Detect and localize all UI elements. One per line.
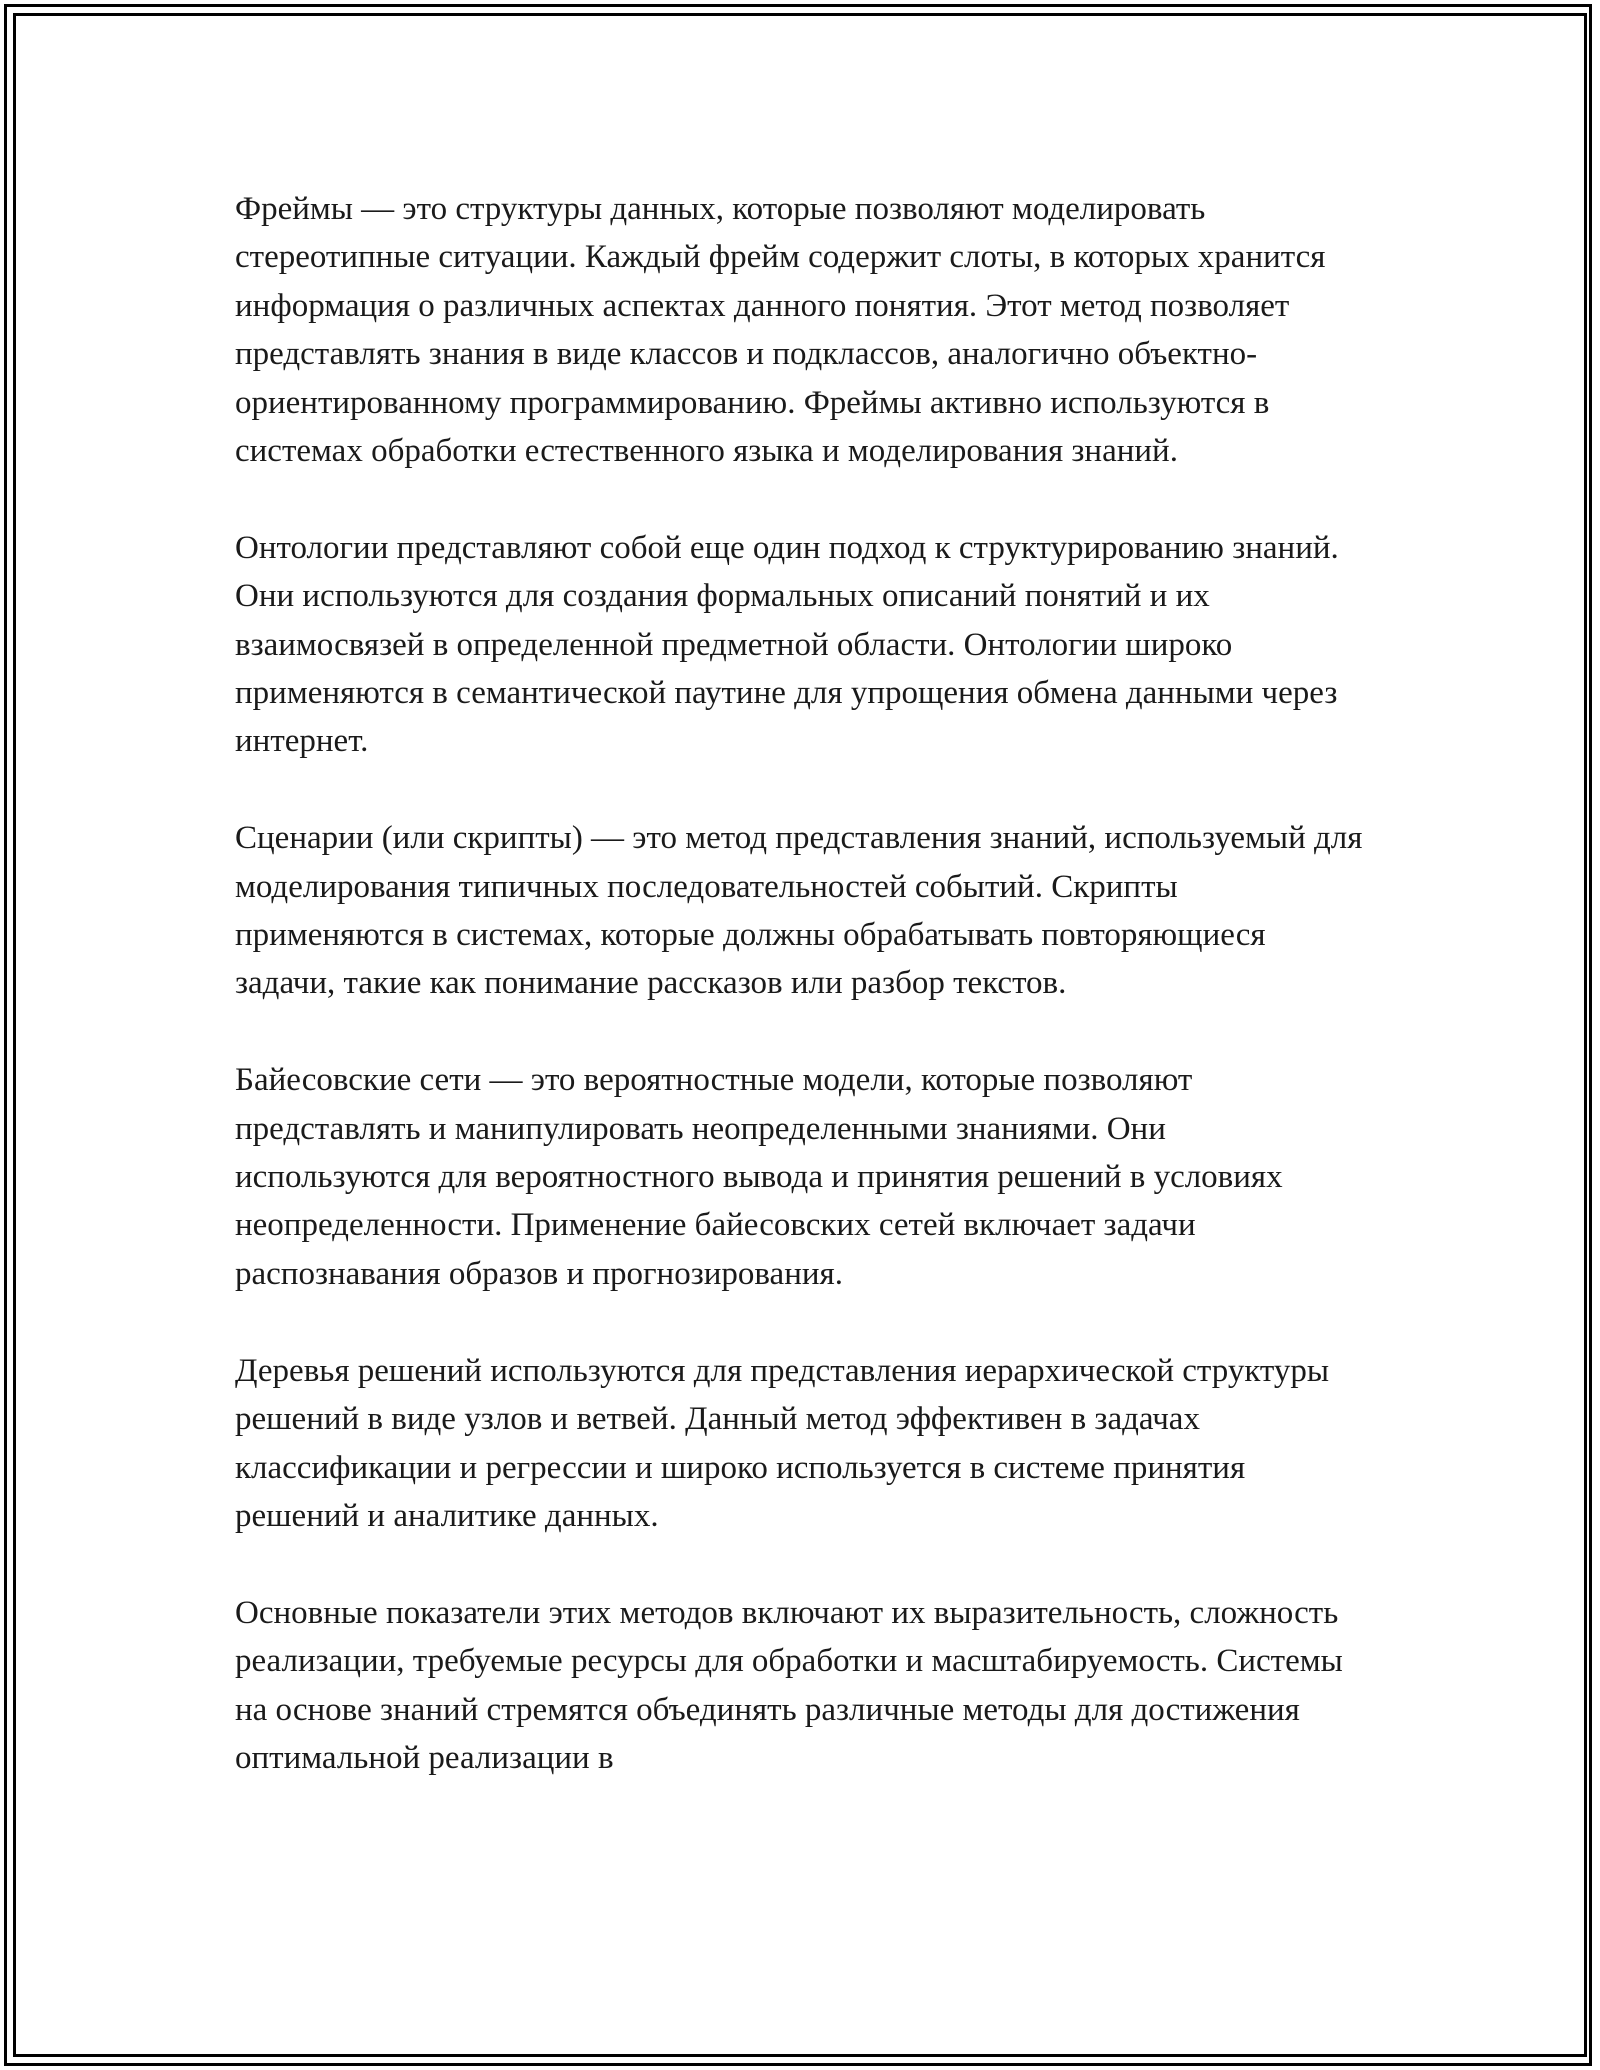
paragraph-frames: Фреймы — это структуры данных, которые позволяют моделировать стереотипные ситуации. Каждый фрейм содержит слоты, в которых хранится информация о различных аспектах данного понятия. Этот метод позволяет представлять знания в виде классов и подклассов, аналогично объектно-ориентированному программированию. Фреймы активно используются в системах обработки естественного языка и моделирования знаний. <box>235 191 1326 470</box>
paragraph-bayesian-networks: Байесовские сети — это вероятностные модели, которые позволяют представлять и манипулировать неопределенными знаниями. Они используются для вероятностного вывода и принятия решений в условиях неопределенности. Применение байесовских сетей включает задачи распознавания образов и прогнозирования. <box>235 1062 1283 1292</box>
paragraph-metrics: Основные показатели этих методов включают их выразительность, сложность реализации, требуемые ресурсы для обработки и масштабируемость. Системы на основе знаний стремятся объединять различные методы для достижения оптимальной реализации в <box>235 1594 1343 1776</box>
document-body <box>235 185 1365 1831</box>
paragraph-decision-trees: Деревья решений используются для представления иерархической структуры решений в виде узлов и ветвей. Данный метод эффективен в задачах классификации и регрессии и широко используется в системе принятия решений и аналитике данных. <box>235 1352 1330 1534</box>
paragraph-scripts: Сценарии (или скрипты) — это метод представления знаний, используемый для моделирования типичных последовательностей событий. Скрипты применяются в системах, которые должны обрабатывать повторяющиеся задачи, такие как понимание рассказов или разбор текстов. <box>235 820 1363 1002</box>
paragraph-ontologies: Онтологии представляют собой еще один подход к структурированию знаний. Они используются для создания формальных описаний понятий и их взаимосвязей в определенной предметной области. Онтологии широко применяются в семантической паутине для упрощения обмена данными через интернет. <box>235 529 1339 760</box>
